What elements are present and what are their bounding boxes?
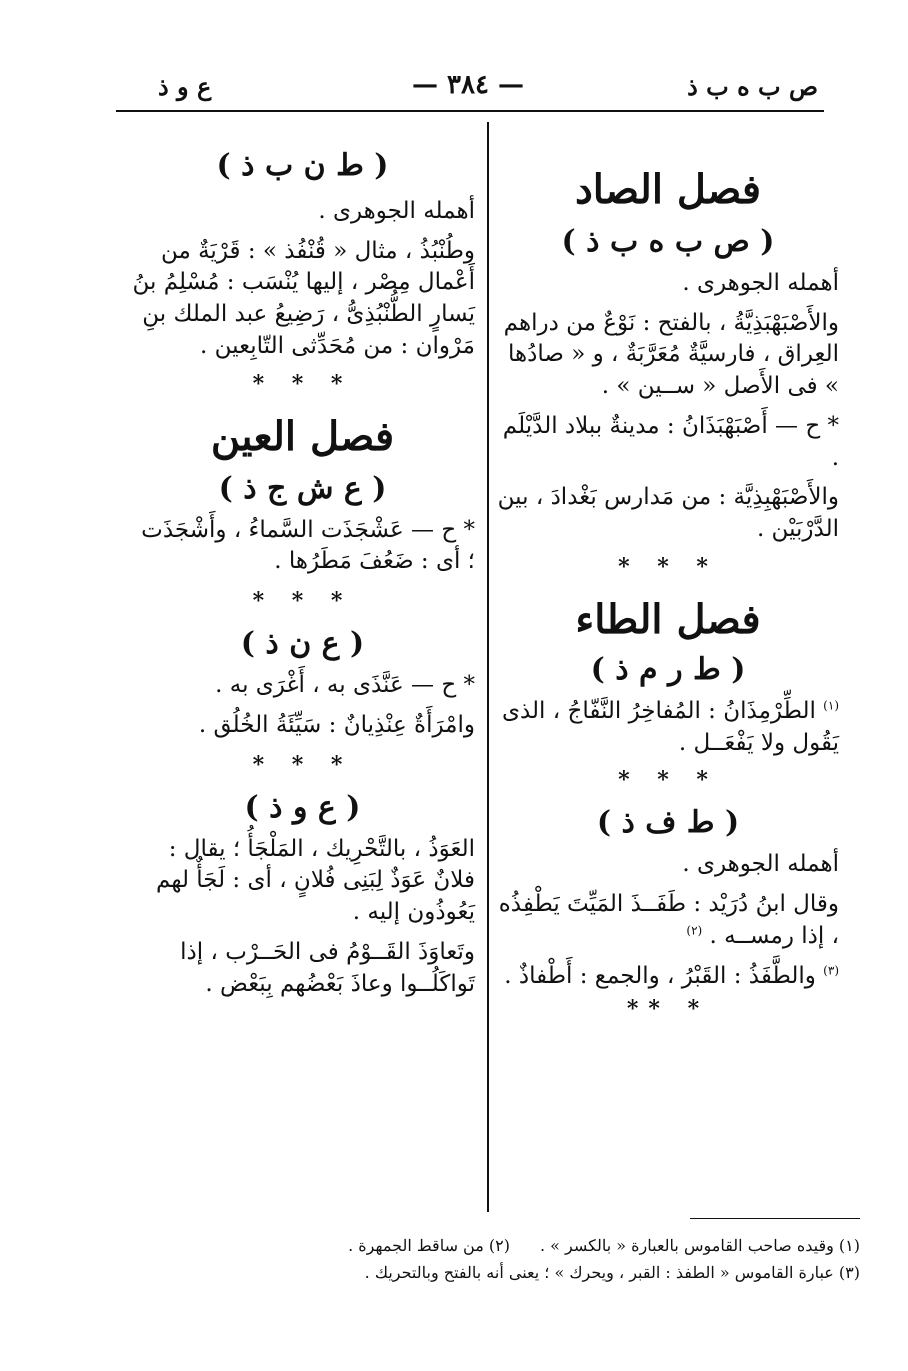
entry-text-span: وقال ابنُ دُرَيْد : طَفَــذَ المَيِّتَ يَطْفِذُه ، إذا رمســه . [498, 891, 839, 949]
entry-text: * ح — أَصْبَهْبَذَانُ : مدينةٌ ببلاد الدَّيْلَم . [502, 412, 839, 471]
root-heading-awdh: ( ع و ذ ) [244, 789, 361, 825]
separator-stars: * ** [626, 996, 710, 1023]
right-column [497, 130, 839, 1023]
footnote-marker: (١) [823, 698, 839, 713]
footnote-marker: (٢) [686, 923, 703, 938]
entry-text: والأَصْبَهْبَذِيَّةُ ، بالفتح : نَوْعٌ من دراهم العِراق ، فارسيَّةٌ مُعَرَّبَةٌ ، و « صادُها » فى الأَصل « ســين » . [503, 309, 839, 400]
entry-text: أهمله الجوهرى . [682, 270, 839, 296]
entry-text: وامْرَأَةٌ عِنْذِيانٌ : سَيِّئَةُ الخُلُق . [198, 711, 475, 738]
root-heading-andh: ( ع ن ذ ) [240, 626, 365, 662]
footnote-1: (١) وقيده صاحب القاموس بالعبارة « بالكسر » . [539, 1236, 860, 1255]
entry-text: وتَعاوَذَ القَــوْمُ فى الحَــرْب ، إذا تَواكَلُــوا وعاذَ بَعْضُهم بِبَعْض . [180, 938, 475, 997]
root-heading-sbhbdh: ( ص ب ه ب ذ ) [561, 224, 775, 259]
entry-text: * ح — عَشْجَذَت السَّماءُ ، وأَشْجَذَت ؛ أى : ضَعُفَ مَطَرُها . [141, 516, 475, 575]
section-title-sad: فصل الصاد [574, 166, 761, 213]
entry-text: العَوَذُ ، بالتَّحْرِيك ، المَلْجَأُ ؛ يقال : فلانٌ عَوَذٌ لِبَنِى فُلانٍ ، أى : لَجَأٌ لهم يَعُوذُون إليه . [156, 835, 475, 926]
page-number: — ٣٨٤ — [411, 70, 525, 100]
separator-stars: * * * [252, 588, 353, 615]
entry-text-span: والطَّفَذُ : القَبْرُ ، والجمع : أَطْفاذٌ . [504, 962, 816, 989]
footnote-rule [690, 1218, 860, 1219]
root-heading-tnbdh: ( ط ن ب ذ ) [216, 148, 389, 183]
footnote-line [300, 1259, 860, 1286]
separator-stars: * * * [252, 751, 353, 778]
header-root-right: ص ب ه ب ذ [687, 72, 818, 101]
left-column [130, 130, 475, 1000]
header-root-left: ع و ذ [158, 72, 212, 101]
entry-text [497, 961, 839, 993]
root-heading-ashjdh: ( ع ش ج ذ ) [218, 470, 387, 506]
footnote-line [300, 1232, 860, 1259]
footnote-3: (٣) عبارة القاموس « الطفذ : القبر ، ويحرك » ؛ يعنى أنه بالفتح وبالتحريك . [364, 1263, 860, 1283]
separator-stars: * * * [618, 553, 718, 580]
footnotes [300, 1232, 860, 1286]
entry-text: وطُنْبُذُ ، مثال « قُنْفُذ » : قَرْيَةٌ من أَعْمال مِصْر ، إليها يُنْسَب : مُسْلِمُ بنُ يَسارٍ الطُّنْبُذِىُّ ، رَضِيعُ عبد الملك بنِ مَرْوان : من مُحَدِّثى التّابِعين . [132, 237, 475, 359]
root-heading-tfdh: ( ط ف ذ ) [596, 805, 740, 841]
entry-text [497, 889, 839, 952]
section-title-ayn: فصل العين [210, 412, 395, 460]
header-rule [116, 110, 824, 112]
entry-text [497, 696, 839, 759]
section-title-taa: فصل الطاء [575, 595, 761, 643]
entry-text-span: الطِّرْمِذَانُ : المُفاخِرُ النَّفّاجُ ، الذى يَقُول ولا يَفْعَــل . [501, 697, 839, 756]
separator-stars: * * * [252, 370, 353, 397]
footnote-marker: (٣) [823, 962, 839, 977]
separator-stars: * * * [618, 767, 718, 794]
entry-text: أهمله الجوهرى . [318, 198, 475, 224]
footnote-2: (٢) من ساقط الجمهرة . [348, 1236, 510, 1255]
column-divider [487, 122, 489, 1212]
entry-text: أهمله الجوهرى . [682, 851, 839, 878]
running-header [118, 62, 818, 102]
entry-text: والأَصْبَهْبِذِيَّة : من مَدارس بَغْدادَ ، بين الدَّرْبَيْن . [497, 484, 839, 543]
root-heading-trmdh: ( ط ر م ذ ) [590, 651, 746, 687]
entry-text: * ح — عَنَّذَى به ، أَغْرَى به . [215, 672, 475, 699]
